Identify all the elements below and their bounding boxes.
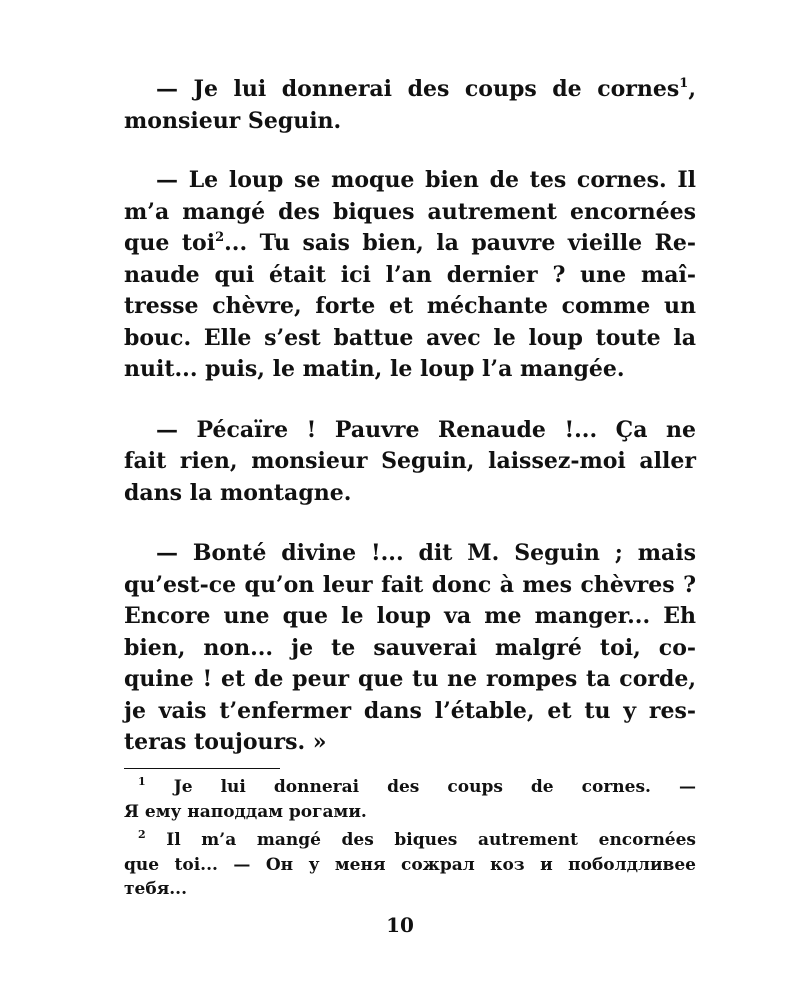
text-line: je vais t’enfermer dans l’étable, et tu y res- <box>124 697 696 724</box>
footnote-line: $^2$ Il m’a mangé des biques autrement encornées <box>138 828 697 850</box>
footnote-1 <box>124 775 696 824</box>
footnote-number: 1 <box>138 775 146 788</box>
text-line: Encore une que le loup va me manger... Eh <box>124 603 696 629</box>
paragraph-2 <box>124 165 696 386</box>
text-line: tresse chèvre, forte et méchante comme un <box>124 293 696 319</box>
footnote-2 <box>124 828 696 902</box>
text-line: m’a mangé des biques autrement encornées <box>124 198 696 225</box>
footnote-ref-1: 1 <box>679 76 689 91</box>
footnote-number: 2 <box>138 828 146 841</box>
footnote-line: que toi... — Он у меня сожрал коз и поболдливее <box>124 854 696 875</box>
text-line: — Je lui donnerai des coups de cornes$^1$, <box>156 76 696 102</box>
text-line: quine ! et de peur que tu ne rompes ta corde, <box>124 666 696 692</box>
paragraph-1 <box>124 74 696 137</box>
text-line: teras toujours. » <box>124 729 327 755</box>
text-line: — Pécaïre ! Pauvre Renaude !... Ça ne <box>156 416 696 443</box>
text-line: bien, non... je te sauverai malgré toi, co- <box>124 634 696 661</box>
footnote-line: $^1$ Je lui donnerai des coups de cornes. — <box>138 775 696 797</box>
text-line: bouc. Elle s’est battue avec le loup toute la <box>124 324 696 351</box>
page-number: 10 <box>386 913 414 937</box>
footnote-line: тебя... <box>124 879 188 899</box>
footnote-divider <box>124 768 280 769</box>
main-text <box>124 74 696 788</box>
text-line: — Bonté divine !... dit M. Seguin ; mais <box>156 540 696 566</box>
footnotes <box>124 775 696 906</box>
paragraph-3 <box>124 415 696 510</box>
footnote-ref-2: 2 <box>215 230 225 245</box>
text-line: nuit... puis, le matin, le loup l’a mangée. <box>124 356 625 382</box>
text-line: fait rien, monsieur Seguin, laissez-moi aller <box>124 448 696 474</box>
text-line: naude qui était ici l’an dernier ? une maî- <box>124 261 696 288</box>
text-line: que toi$^2$... Tu sais bien, la pauvre vieille Re- <box>124 230 696 256</box>
paragraph-4 <box>124 538 696 759</box>
text-line: qu’est-ce qu’on leur fait donc à mes chèvres ? <box>124 571 696 598</box>
text-line: dans la montagne. <box>124 479 352 506</box>
footnote-line: Я ему наподдам рогами. <box>124 801 367 822</box>
text-line: monsieur Seguin. <box>124 107 342 134</box>
text-line: — Le loup se moque bien de tes cornes. Il <box>156 167 696 193</box>
